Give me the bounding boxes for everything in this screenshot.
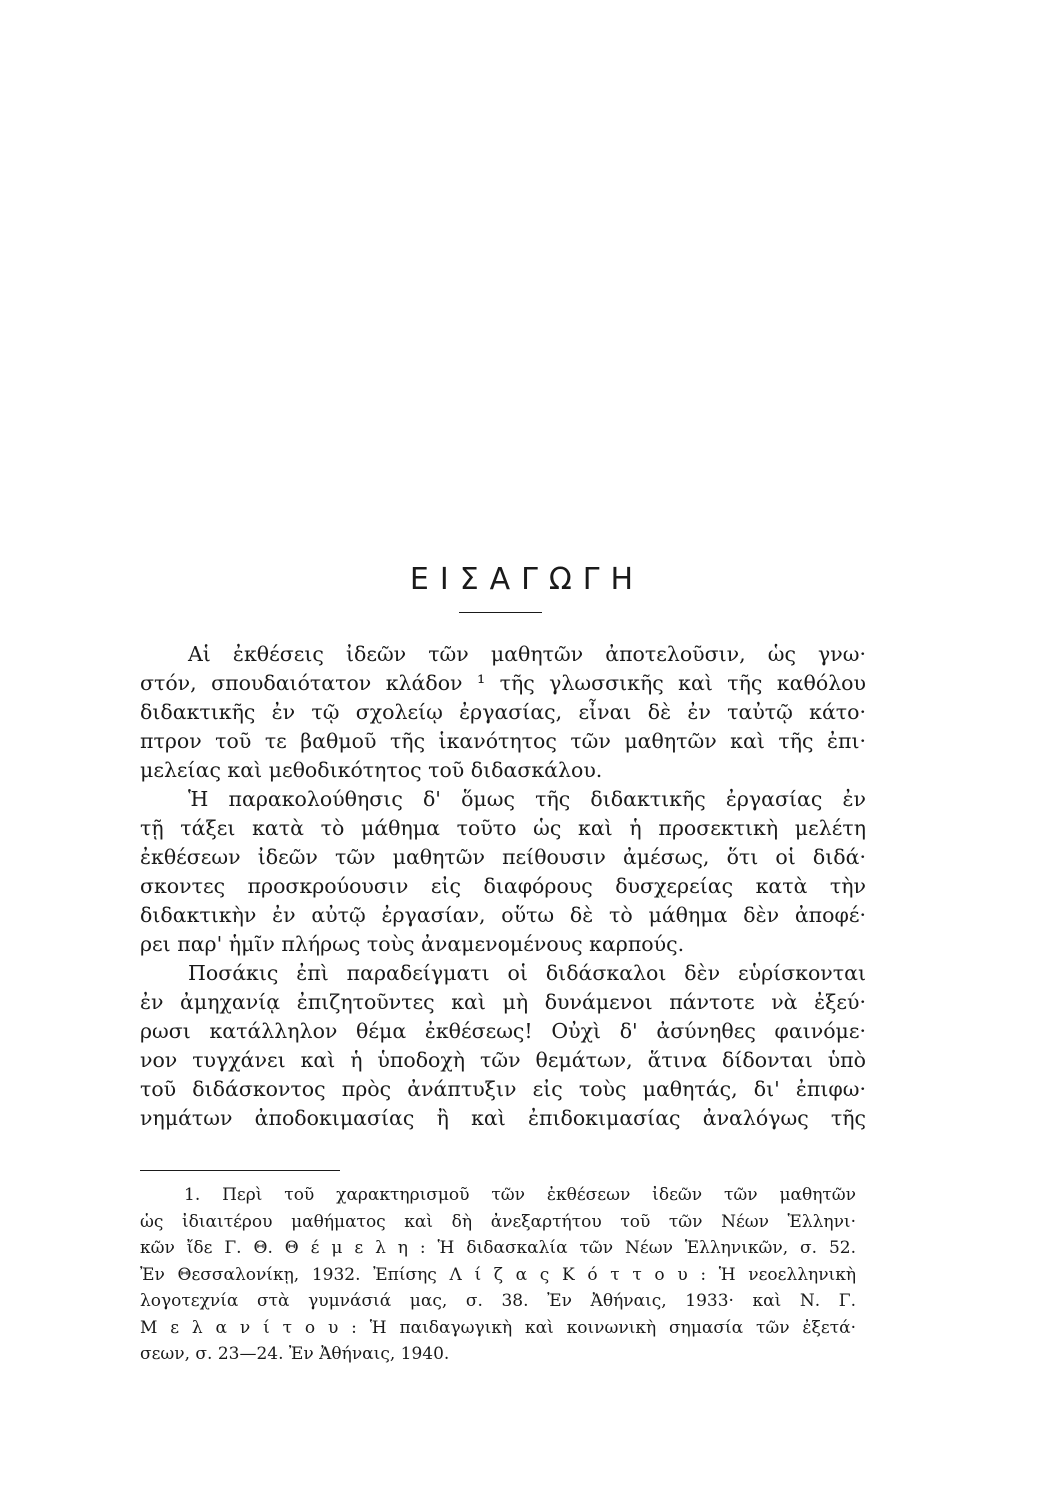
- paragraph-3-line: νον τυγχάνει καὶ ἡ ὑποδοχὴ τῶν θεμάτων, ἅτινα δίδονται ὑπὸ: [140, 1048, 866, 1072]
- paragraph-3-line: ἐν ἀμηχανίᾳ ἐπιζητοῦντες καὶ μὴ δυνάμενοι πάντοτε νὰ ἐξεύ·: [140, 990, 866, 1014]
- paragraph-3-line: τοῦ διδάσκοντος πρὸς ἀνάπτυξιν εἰς τοὺς μαθητάς, δι' ἐπιφω·: [140, 1077, 866, 1101]
- paragraph-3-line: ρωσι κατάλληλον θέμα ἐκθέσεως! Οὐχὶ δ' ἀσύνηθες φαινόμε·: [140, 1019, 866, 1043]
- footnote: [140, 1182, 856, 1368]
- paragraph-2-line: ρει παρ' ἡμῖν πλήρως τοὺς ἀναμενομένους καρπούς.: [140, 932, 685, 956]
- paragraph-2-line: τῇ τάξει κατὰ τὸ μάθημα τοῦτο ὡς καὶ ἡ προσεκτικὴ μελέτη: [140, 816, 866, 840]
- page-title: ΕΙΣΑΓΩΓΗ: [409, 562, 645, 597]
- footnote-line: κῶν ἴδε Γ. Θ. Θ έ μ ε λ η : Ἡ διδασκαλία τῶν Νέων Ἑλληνικῶν, σ. 52.: [140, 1238, 856, 1258]
- footnote-line: Μ ε λ α ν ί τ ο υ : Ἡ παιδαγωγικὴ καὶ κοινωνικὴ σημασία τῶν ἐξετά·: [140, 1317, 856, 1338]
- paragraph-1-line: πτρον τοῦ τε βαθμοῦ τῆς ἱκανότητος τῶν μαθητῶν καὶ τῆς ἐπι·: [140, 729, 866, 753]
- paragraph-2-line: Ἡ παρακολούθησις δ' ὅμως τῆς διδακτικῆς ἐργασίας ἐν: [188, 787, 866, 811]
- paragraph-3-line: νημάτων ἀποδοκιμασίας ἢ καὶ ἐπιδοκιμασίας ἀναλόγως τῆς: [140, 1106, 866, 1130]
- footnote-line: ὡς ἰδιαιτέρου μαθήματος καὶ δὴ ἀνεξαρτήτου τοῦ τῶν Νέων Ἑλληνι·: [140, 1211, 856, 1232]
- footnote-line: Ἐν Θεσσαλονίκῃ, 1932. Ἐπίσης Λ ί ζ α ς Κ ό τ τ ο υ : Ἡ νεοελληνικὴ: [140, 1264, 856, 1285]
- footnote-line: 1. Περὶ τοῦ χαρακτηρισμοῦ τῶν ἐκθέσεων ἰδεῶν τῶν μαθητῶν: [184, 1185, 856, 1205]
- paragraph-1-line: στόν, σπουδαιότατον κλάδον ¹ τῆς γλωσσικῆς καὶ τῆς καθόλου: [140, 671, 866, 695]
- footnote-line: λογοτεχνία στὰ γυμνάσιά μας, σ. 38. Ἐν Ἀθήναις, 1933· καὶ Ν. Γ.: [140, 1291, 856, 1311]
- paragraph-1-line: διδακτικῆς ἐν τῷ σχολείῳ ἐργασίας, εἶναι δὲ ἐν ταὐτῷ κάτο·: [140, 700, 866, 724]
- paragraph-2-line: ἐκθέσεων ἰδεῶν τῶν μαθητῶν πείθουσιν ἀμέσως, ὅτι οἱ διδά·: [140, 845, 866, 869]
- paragraph-1-line: Αἱ ἐκθέσεις ἰδεῶν τῶν μαθητῶν ἀποτελοῦσιν, ὡς γνω·: [188, 642, 866, 666]
- title-underline: [459, 612, 542, 613]
- paragraph-1-line: μελείας καὶ μεθοδικότητος τοῦ διδασκάλου.: [140, 758, 603, 782]
- paragraph-2-line: διδακτικὴν ἐν αὐτῷ ἐργασίαν, οὕτω δὲ τὸ μάθημα δὲν ἀποφέ·: [140, 903, 866, 927]
- paragraph-3-line: Ποσάκις ἐπὶ παραδείγματι οἱ διδάσκαλοι δὲν εὑρίσκονται: [188, 961, 866, 985]
- paragraph-2-line: σκοντες προσκρούουσιν εἰς διαφόρους δυσχερείας κατὰ τὴν: [140, 874, 866, 898]
- footnote-rule: [140, 1170, 340, 1171]
- body-text: [140, 640, 866, 1133]
- footnote-line: σεων, σ. 23—24. Ἐν Ἀθήναις, 1940.: [140, 1344, 450, 1364]
